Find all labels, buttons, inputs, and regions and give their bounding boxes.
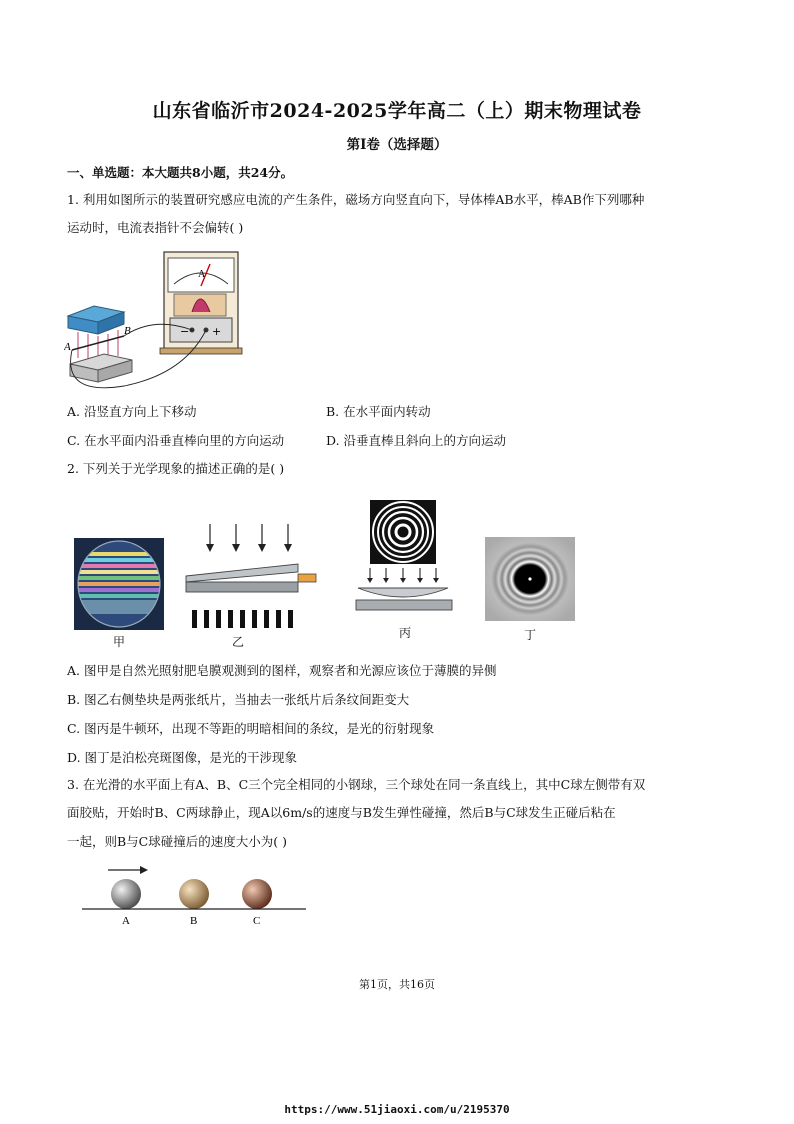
q1-option-d[interactable]: D. 沿垂直棒且斜向上的方向运动	[326, 433, 507, 448]
q1-stem-line2: 运动时，电流表指针不会偏转( )	[67, 220, 244, 235]
page-subtitle: 第Ⅰ卷（选择题）	[346, 137, 448, 153]
q1-apparatus-figure	[64, 246, 254, 394]
svg-text:A: A	[122, 915, 130, 927]
q1-option-c[interactable]: C. 在水平面内沿垂直棒向里的方向运动	[67, 433, 285, 448]
q1-option-b[interactable]: B. 在水平面内转动	[326, 404, 431, 419]
ball-a	[111, 879, 141, 909]
page-title: 山东省临沂市2024-2025学年高二（上）期末物理试卷	[152, 100, 642, 122]
q2-stem: 2. 下列关于光学现象的描述正确的是( )	[67, 461, 285, 476]
svg-text:B: B	[124, 325, 131, 337]
bright-spot	[528, 577, 531, 580]
svg-text:+: +	[212, 325, 222, 338]
caption-ding: 丁	[523, 628, 536, 642]
q3-stem-line2: 面胶贴，开始时B、C两球静止，现A以6m/s的速度与B发生弹性碰撞，然后B与C球发生正碰后粘在	[67, 805, 616, 820]
svg-text:C: C	[253, 915, 261, 927]
lens-icon	[358, 588, 448, 597]
svg-text:A: A	[64, 341, 71, 353]
q2-option-b[interactable]: B. 图乙右侧垫块是两张纸片，当抽去一张纸片后条纹间距变大	[67, 692, 410, 707]
section-heading: 一、单选题：本大题共8小题，共24分。	[67, 165, 294, 180]
soap-film-figure	[74, 538, 164, 630]
caption-yi: 乙	[231, 635, 244, 649]
ball-c	[242, 879, 272, 909]
wedge-film-figure	[184, 524, 320, 632]
q3-stem-line3: 一起，则B与C球碰撞后的速度大小为( )	[67, 834, 287, 849]
poisson-spot-figure	[485, 537, 575, 621]
watermark-url[interactable]: https://www.51jiaoxi.com/u/2195370	[284, 1103, 510, 1116]
ball-b	[179, 879, 209, 909]
q3-stem-line1: 3. 在光滑的水平面上有A、B、C三个完全相同的小钢球，三个球处在同一条直线上，其中C球左侧带有双	[67, 777, 646, 792]
page-footer: 第1页，共16页	[359, 978, 435, 991]
caption-jia: 甲	[112, 635, 125, 649]
q1-option-a[interactable]: A. 沿竖直方向上下移动	[67, 404, 197, 419]
svg-text:B: B	[190, 915, 198, 927]
q3-balls-figure	[80, 862, 310, 928]
q2-option-a[interactable]: A. 图甲是自然光照射肥皂膜观测到的图样，观察者和光源应该位于薄膜的异侧	[67, 663, 497, 678]
meter-label: A	[198, 269, 206, 280]
q2-option-d[interactable]: D. 图丁是泊松亮斑图像，是光的干涉现象	[67, 750, 298, 765]
newton-rings-figure	[352, 498, 456, 616]
q2-option-c[interactable]: C. 图丙是牛顿环，出现不等距的明暗相间的条纹，是光的衍射现象	[67, 721, 435, 736]
caption-bing: 丙	[398, 626, 411, 640]
q1-stem-line1: 1. 利用如图所示的装置研究感应电流的产生条件，磁场方向竖直向下，导体棒AB水平，棒AB作下列哪种	[67, 192, 645, 207]
svg-text:−: −	[180, 325, 190, 338]
